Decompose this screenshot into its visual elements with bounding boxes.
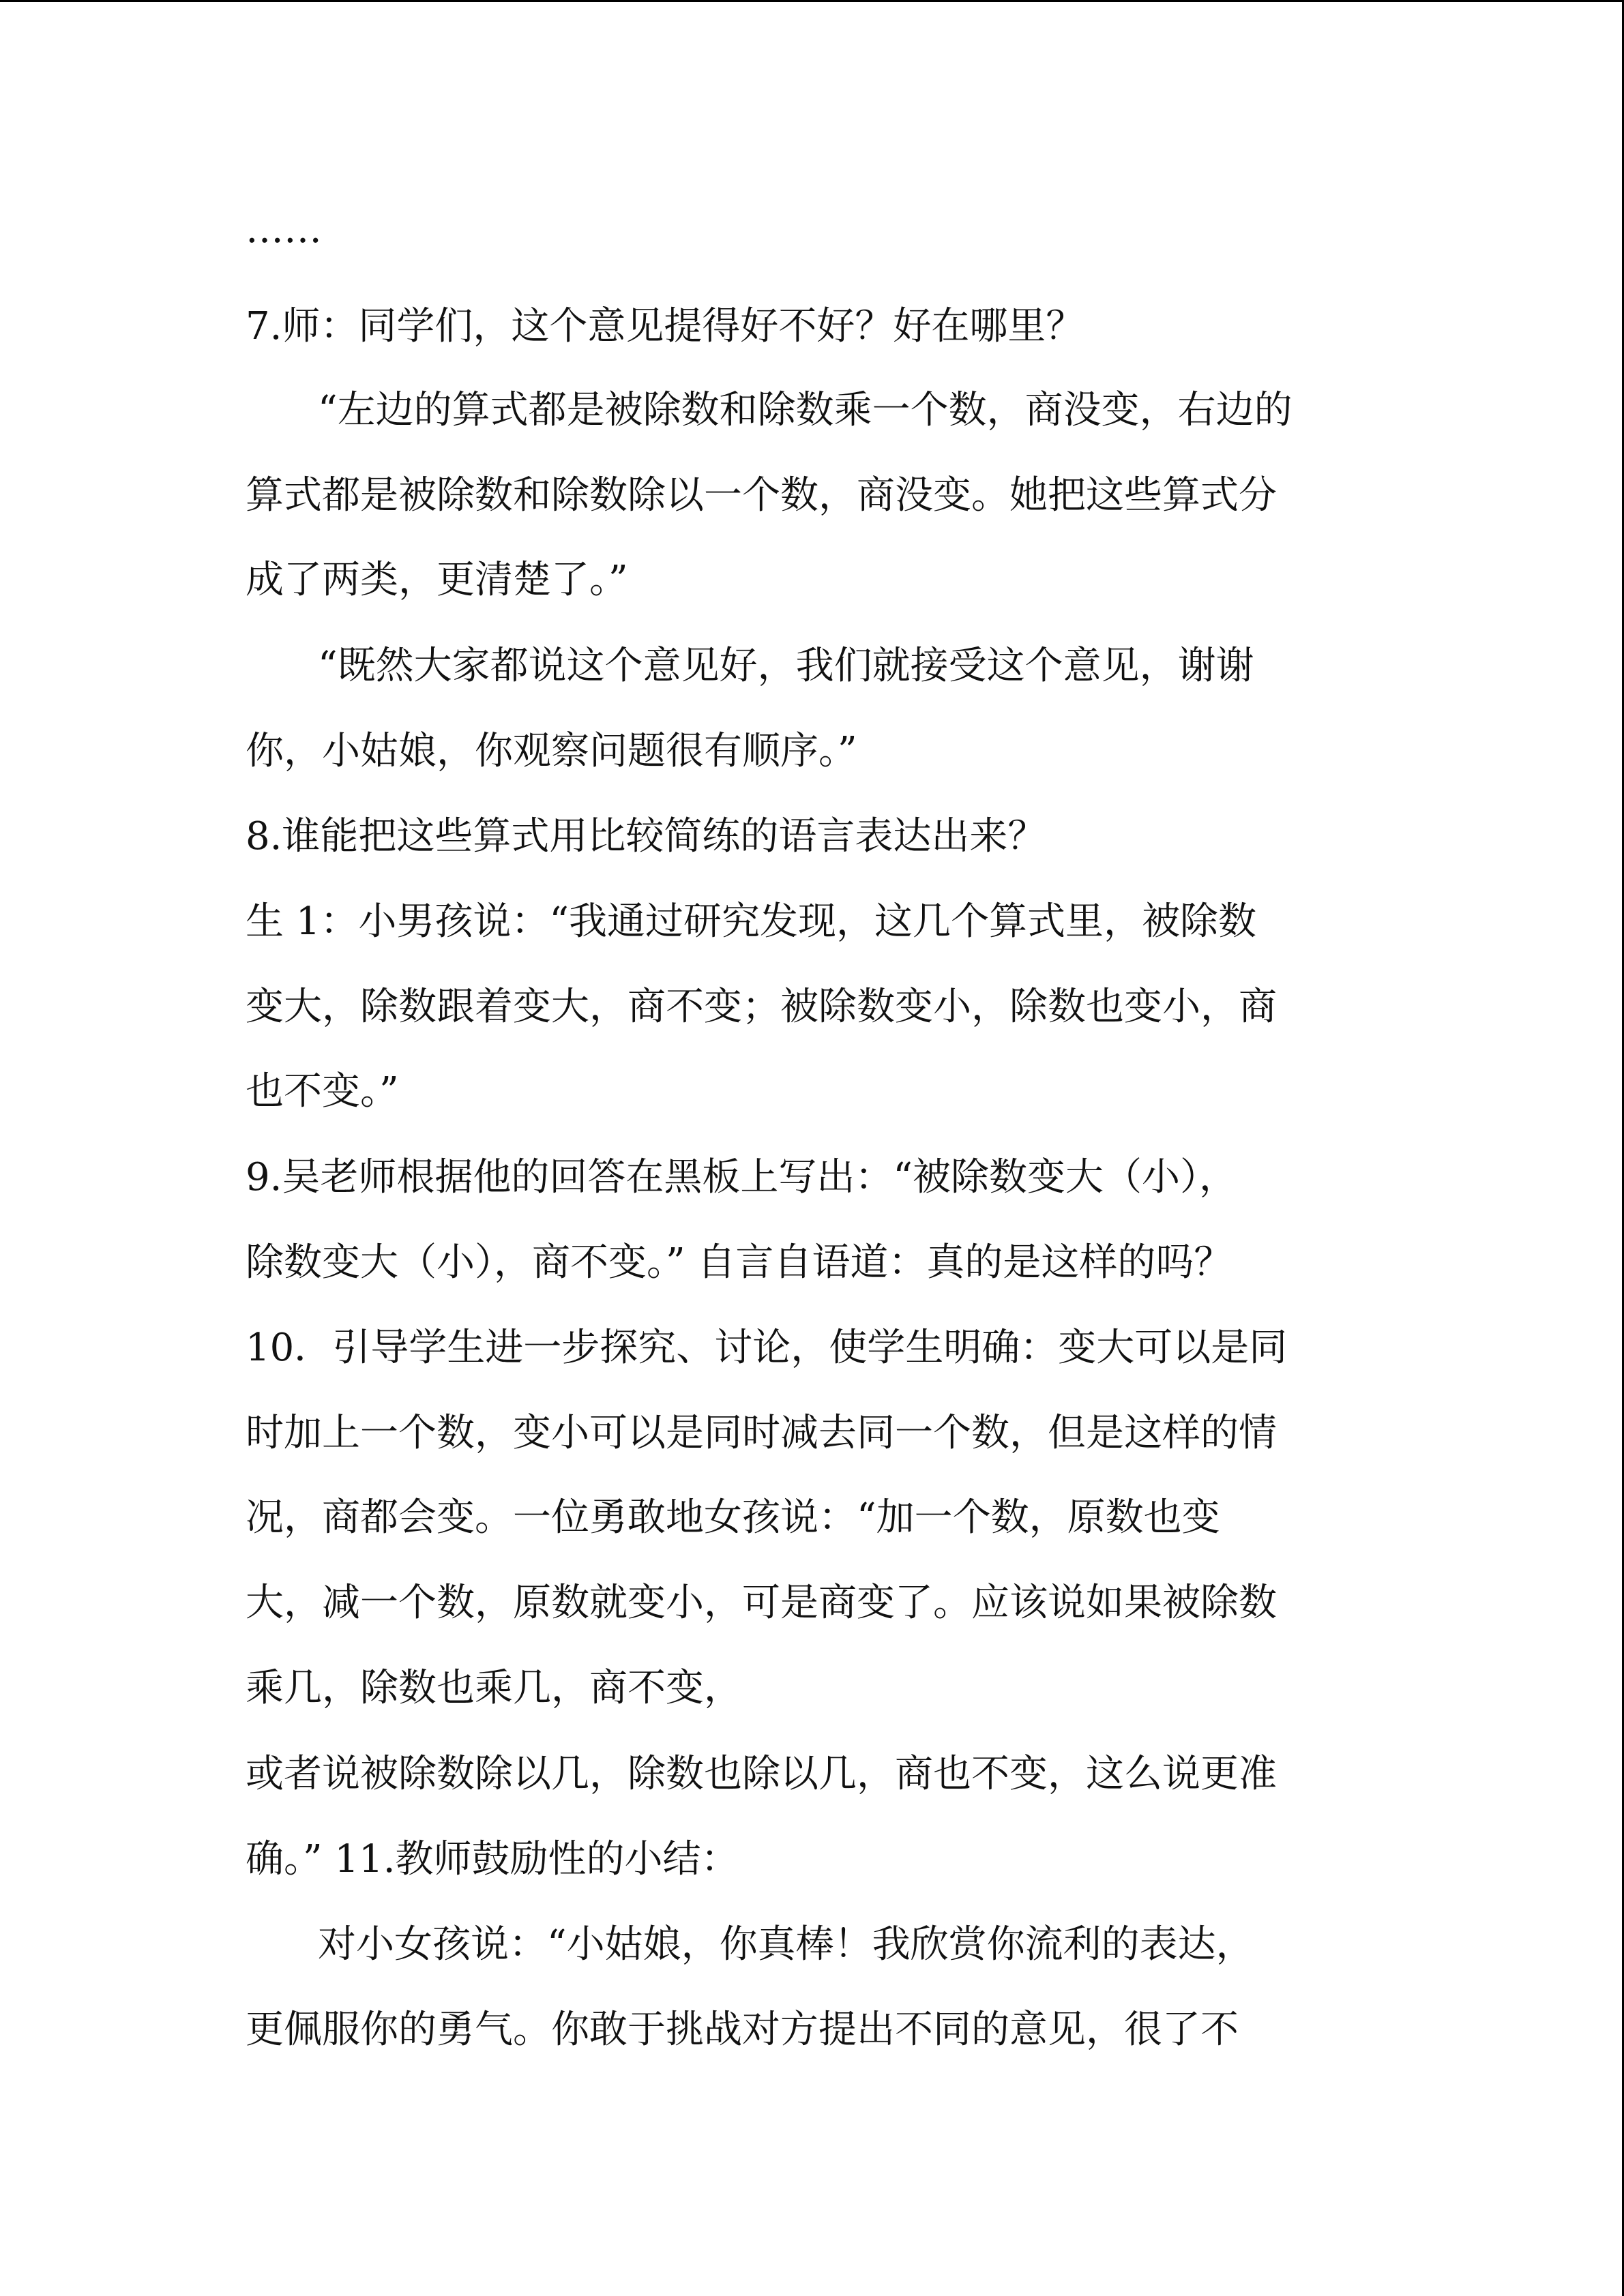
text-line-10-f: 或者说被除数除以几，除数也除以几，商也不变，这么说更准 [246,1752,1277,1796]
text-line-student-answer-3: 成了两类，更清楚了。” [246,558,628,602]
text-line-10-a: 10．引导学生进一步探究、讨论，使学生明确：变大可以是同 [246,1326,1288,1370]
text-line-student-1-a: 生 1：小男孩说：“我通过研究发现，这几个算式里，被除数 [246,899,1257,944]
text-line-student-1-c: 也不变。” [246,1069,399,1114]
text-line-8-question: 8.谁能把这些算式用比较简练的语言表达出来？ [246,814,1046,859]
text-line-student-1-b: 变大，除数跟着变大，商不变；被除数变小，除数也变小，商 [246,985,1277,1029]
text-line-student-answer-2: 算式都是被除数和除数除以一个数，商没变。她把这些算式分 [246,473,1277,518]
text-line-9-blackboard-a: 9.吴老师根据他的回答在黑板上写出：“被除数变大（小）， [246,1155,1238,1199]
text-line-10-c: 况，商都会变。一位勇敢地女孩说：“加一个数，原数也变 [246,1495,1220,1540]
text-line-10-e: 乘几，除数也乘几，商不变， [246,1666,742,1710]
text-line-teacher-praise-1: “既然大家都说这个意见好，我们就接受这个意见，谢谢 [318,644,1254,688]
text-line-praise-girl-a: 对小女孩说：“小姑娘，你真棒！我欣赏你流利的表达， [318,1922,1254,1967]
text-line-10-b: 时加上一个数，变小可以是同时减去同一个数，但是这样的情 [246,1411,1277,1455]
ellipsis-line: …… [246,207,322,252]
text-line-student-answer-1: “左边的算式都是被除数和除数乘一个数，商没变，右边的 [318,388,1293,432]
text-line-praise-girl-b: 更佩服你的勇气。你敢于挑战对方提出不同的意见，很了不 [246,2008,1239,2052]
text-line-10-d: 大，减一个数，原数就变小，可是商变了。应该说如果被除数 [246,1581,1277,1625]
text-line-teacher-praise-2: 你，小姑娘，你观察问题很有顺序。” [246,729,857,773]
text-line-11-summary: 确。” 11.教师鼓励性的小结： [246,1837,739,1881]
text-line-7-teacher-question: 7.师：同学们，这个意见提得好不好？好在哪里？ [246,304,1084,348]
text-line-9-blackboard-b: 除数变大（小），商不变。” 自言自语道：真的是这样的吗？ [246,1240,1232,1285]
